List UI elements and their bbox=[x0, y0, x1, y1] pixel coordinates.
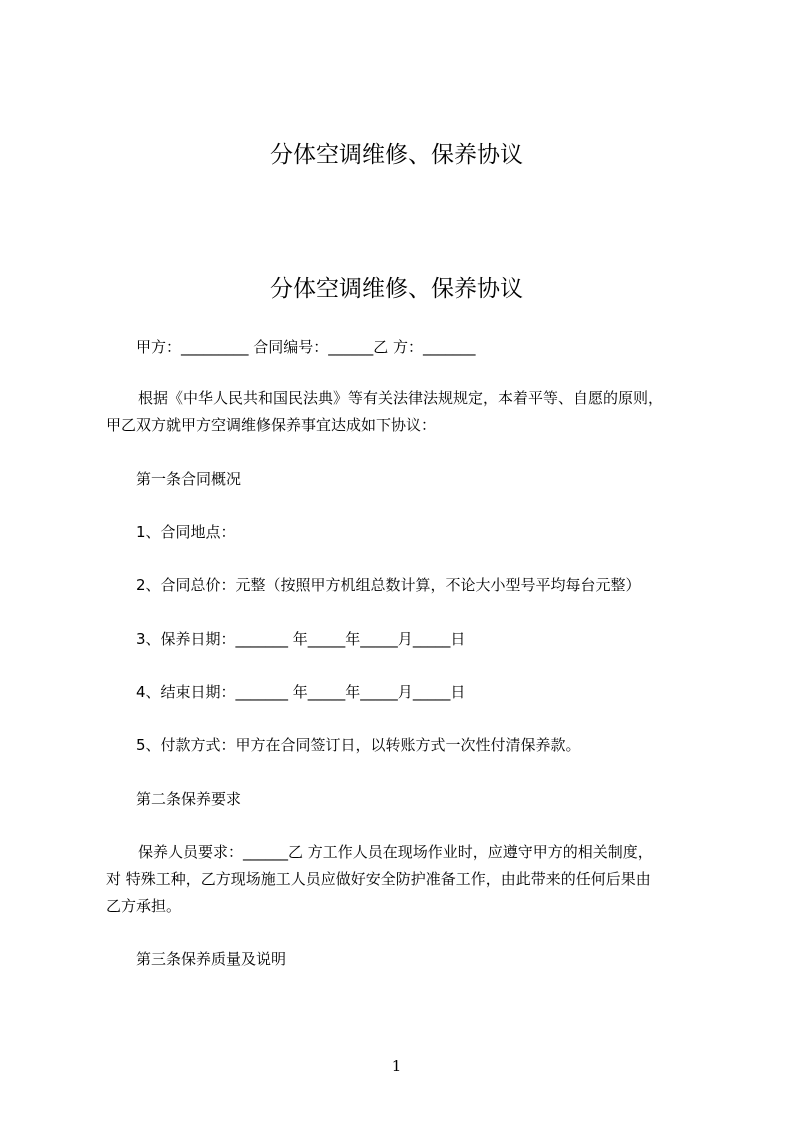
article-1-item-1: 1、合同地点： bbox=[136, 523, 236, 541]
article-1-item-5: 5、付款方式：甲方在合同签订日，以转账方式一次性付清保养款。 bbox=[136, 736, 581, 754]
intro-line-1: 根据《中华人民共和国民法典》等有关法律法规规定，本着平等、自愿的原则， bbox=[138, 389, 664, 407]
article-2-line-2: 对 特殊工种，乙方现场施工人员应做好安全防护准备工作，由此带来的任何后果由 bbox=[106, 870, 651, 888]
article-2-line-1: 保养人员要求：______乙 方工作人员在现场作业时，应遵守甲方的相关制度， bbox=[138, 843, 653, 861]
intro-line-2: 甲乙双方就甲方空调维修保养事宜达成如下协议： bbox=[106, 416, 437, 434]
page-number: 1 bbox=[391, 1057, 402, 1075]
article-1-item-2: 2、合同总价：元整（按照甲方机组总数计算，不论大小型号平均每台元整） bbox=[136, 576, 641, 594]
article-1-item-3: 3、保养日期：_______ 年_____年_____月_____日 bbox=[136, 630, 466, 648]
article-2-line-3: 乙方承担。 bbox=[106, 897, 182, 915]
article-2-heading: 第二条保养要求 bbox=[136, 790, 242, 808]
article-1-heading: 第一条合同概况 bbox=[136, 470, 242, 488]
parties-line: 甲方：_________ 合同编号：______乙 方：_______ bbox=[136, 338, 476, 356]
main-title: 分体空调维修、保养协议 bbox=[270, 276, 523, 302]
header-title: 分体空调维修、保养协议 bbox=[270, 142, 523, 168]
article-1-item-4: 4、结束日期：_______ 年_____年_____月_____日 bbox=[136, 683, 466, 701]
article-3-heading: 第三条保养质量及说明 bbox=[136, 950, 287, 968]
